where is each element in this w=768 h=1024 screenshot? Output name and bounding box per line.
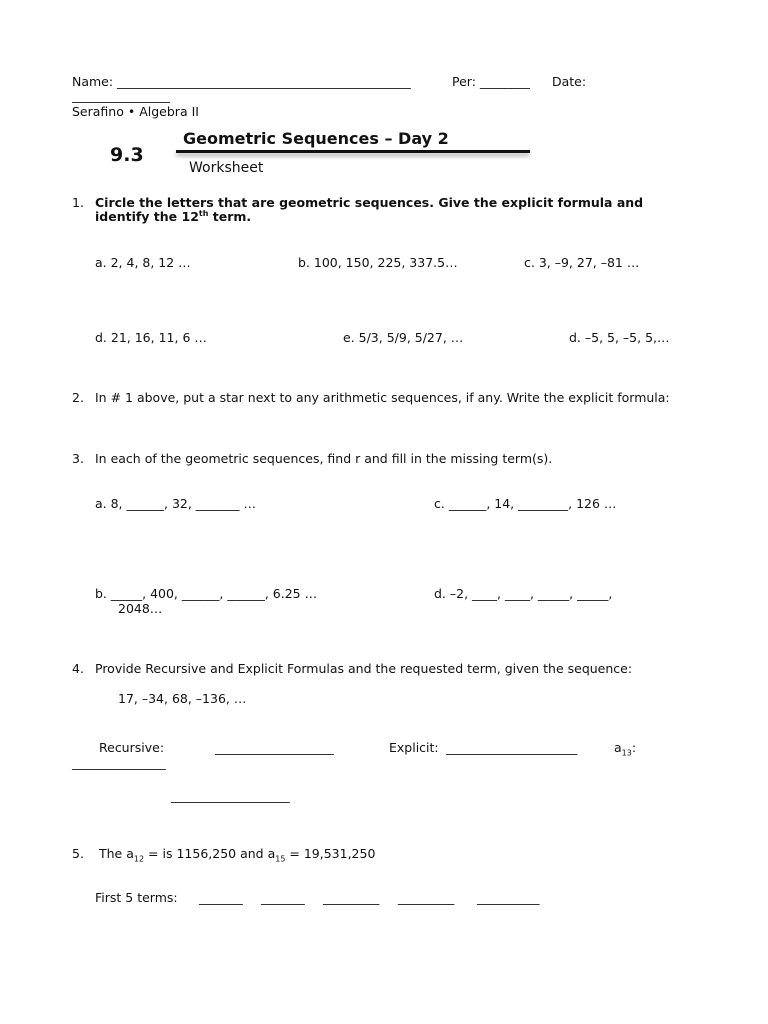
term-blank-3: _________ xyxy=(323,890,380,905)
lesson-number: 9.3 xyxy=(110,144,144,166)
q3-item-d: d. –2, ____, ____, _____, _____, xyxy=(434,586,613,601)
term-blank-2: _______ xyxy=(261,890,305,905)
teacher-name: Serafino xyxy=(72,104,124,119)
q4-text: Provide Recursive and Explicit Formulas and the requested term, given the sequence: xyxy=(95,661,633,676)
explicit-label: Explicit: xyxy=(389,740,439,755)
q5-number: 5. xyxy=(72,846,84,861)
q3-item-c: c. ______, 14, ________, 126 … xyxy=(434,496,617,511)
header-underline xyxy=(72,102,170,103)
q3-text: In each of the geometric sequences, find r and fill in the missing term(s). xyxy=(95,451,553,466)
course-name: Algebra II xyxy=(139,104,199,119)
q5-text: The $a_{12}$ = is 1156,250 and $a_{15} = 19,531,250$ xyxy=(99,846,376,864)
q1-prompt-line2: identify the 12th term. xyxy=(95,209,252,225)
q1-item-d: d. 21, 16, 11, 6 … xyxy=(95,330,207,345)
q1-item-c: c. 3, –9, 27, –81 … xyxy=(524,255,640,270)
explicit-blank: _____________________ xyxy=(446,740,578,755)
first-five-label: First 5 terms: xyxy=(95,890,178,905)
q3-item-a: a. 8, ______, 32, _______ … xyxy=(95,496,257,511)
page-title: Geometric Sequences – Day 2 xyxy=(183,129,449,148)
title-divider xyxy=(176,150,530,153)
q3-item-b: b. _____, 400, ______, ______, 6.25 … xyxy=(95,586,318,601)
term-blank-5: __________ xyxy=(477,890,540,905)
q4-number: 4. xyxy=(72,661,84,676)
recursive-label: Recursive: xyxy=(99,740,165,755)
q1-item-b: b. 100, 150, 225, 337.5… xyxy=(298,255,458,270)
recursive-blank: ___________________ xyxy=(215,740,334,755)
bullet-separator: • xyxy=(127,104,136,119)
q4-sequence: 17, –34, 68, –136, … xyxy=(118,691,247,706)
date-field: Date: xyxy=(552,74,587,89)
a13-blank: _______________ xyxy=(72,755,166,770)
q1-prompt-line1: Circle the letters that are geometric sequences. Give the explicit formula and xyxy=(95,195,644,210)
term-blank-4: _________ xyxy=(398,890,455,905)
a13-label: $a_{13}$: xyxy=(614,740,637,758)
q4-extra-blank: ___________________ xyxy=(171,788,290,803)
period-field: Per: ________ xyxy=(452,74,530,89)
page-subtitle: Worksheet xyxy=(189,160,264,176)
q3-number: 3. xyxy=(72,451,84,466)
name-field: Name: _______________________________________________ xyxy=(72,74,411,89)
teacher-course xyxy=(72,104,199,119)
term-blank-1: _______ xyxy=(199,890,243,905)
q1-item-e: e. 5/3, 5/9, 5/27, … xyxy=(343,330,464,345)
q1-item-a: a. 2, 4, 8, 12 … xyxy=(95,255,191,270)
q1-number: 1. xyxy=(72,195,84,210)
q2-number: 2. xyxy=(72,390,84,405)
q3-item-d-continued: 2048… xyxy=(118,601,163,616)
q1-item-f: d. –5, 5, –5, 5,… xyxy=(569,330,670,345)
q2-text: In # 1 above, put a star next to any arithmetic sequences, if any. Write the explicit formula: xyxy=(95,390,670,405)
